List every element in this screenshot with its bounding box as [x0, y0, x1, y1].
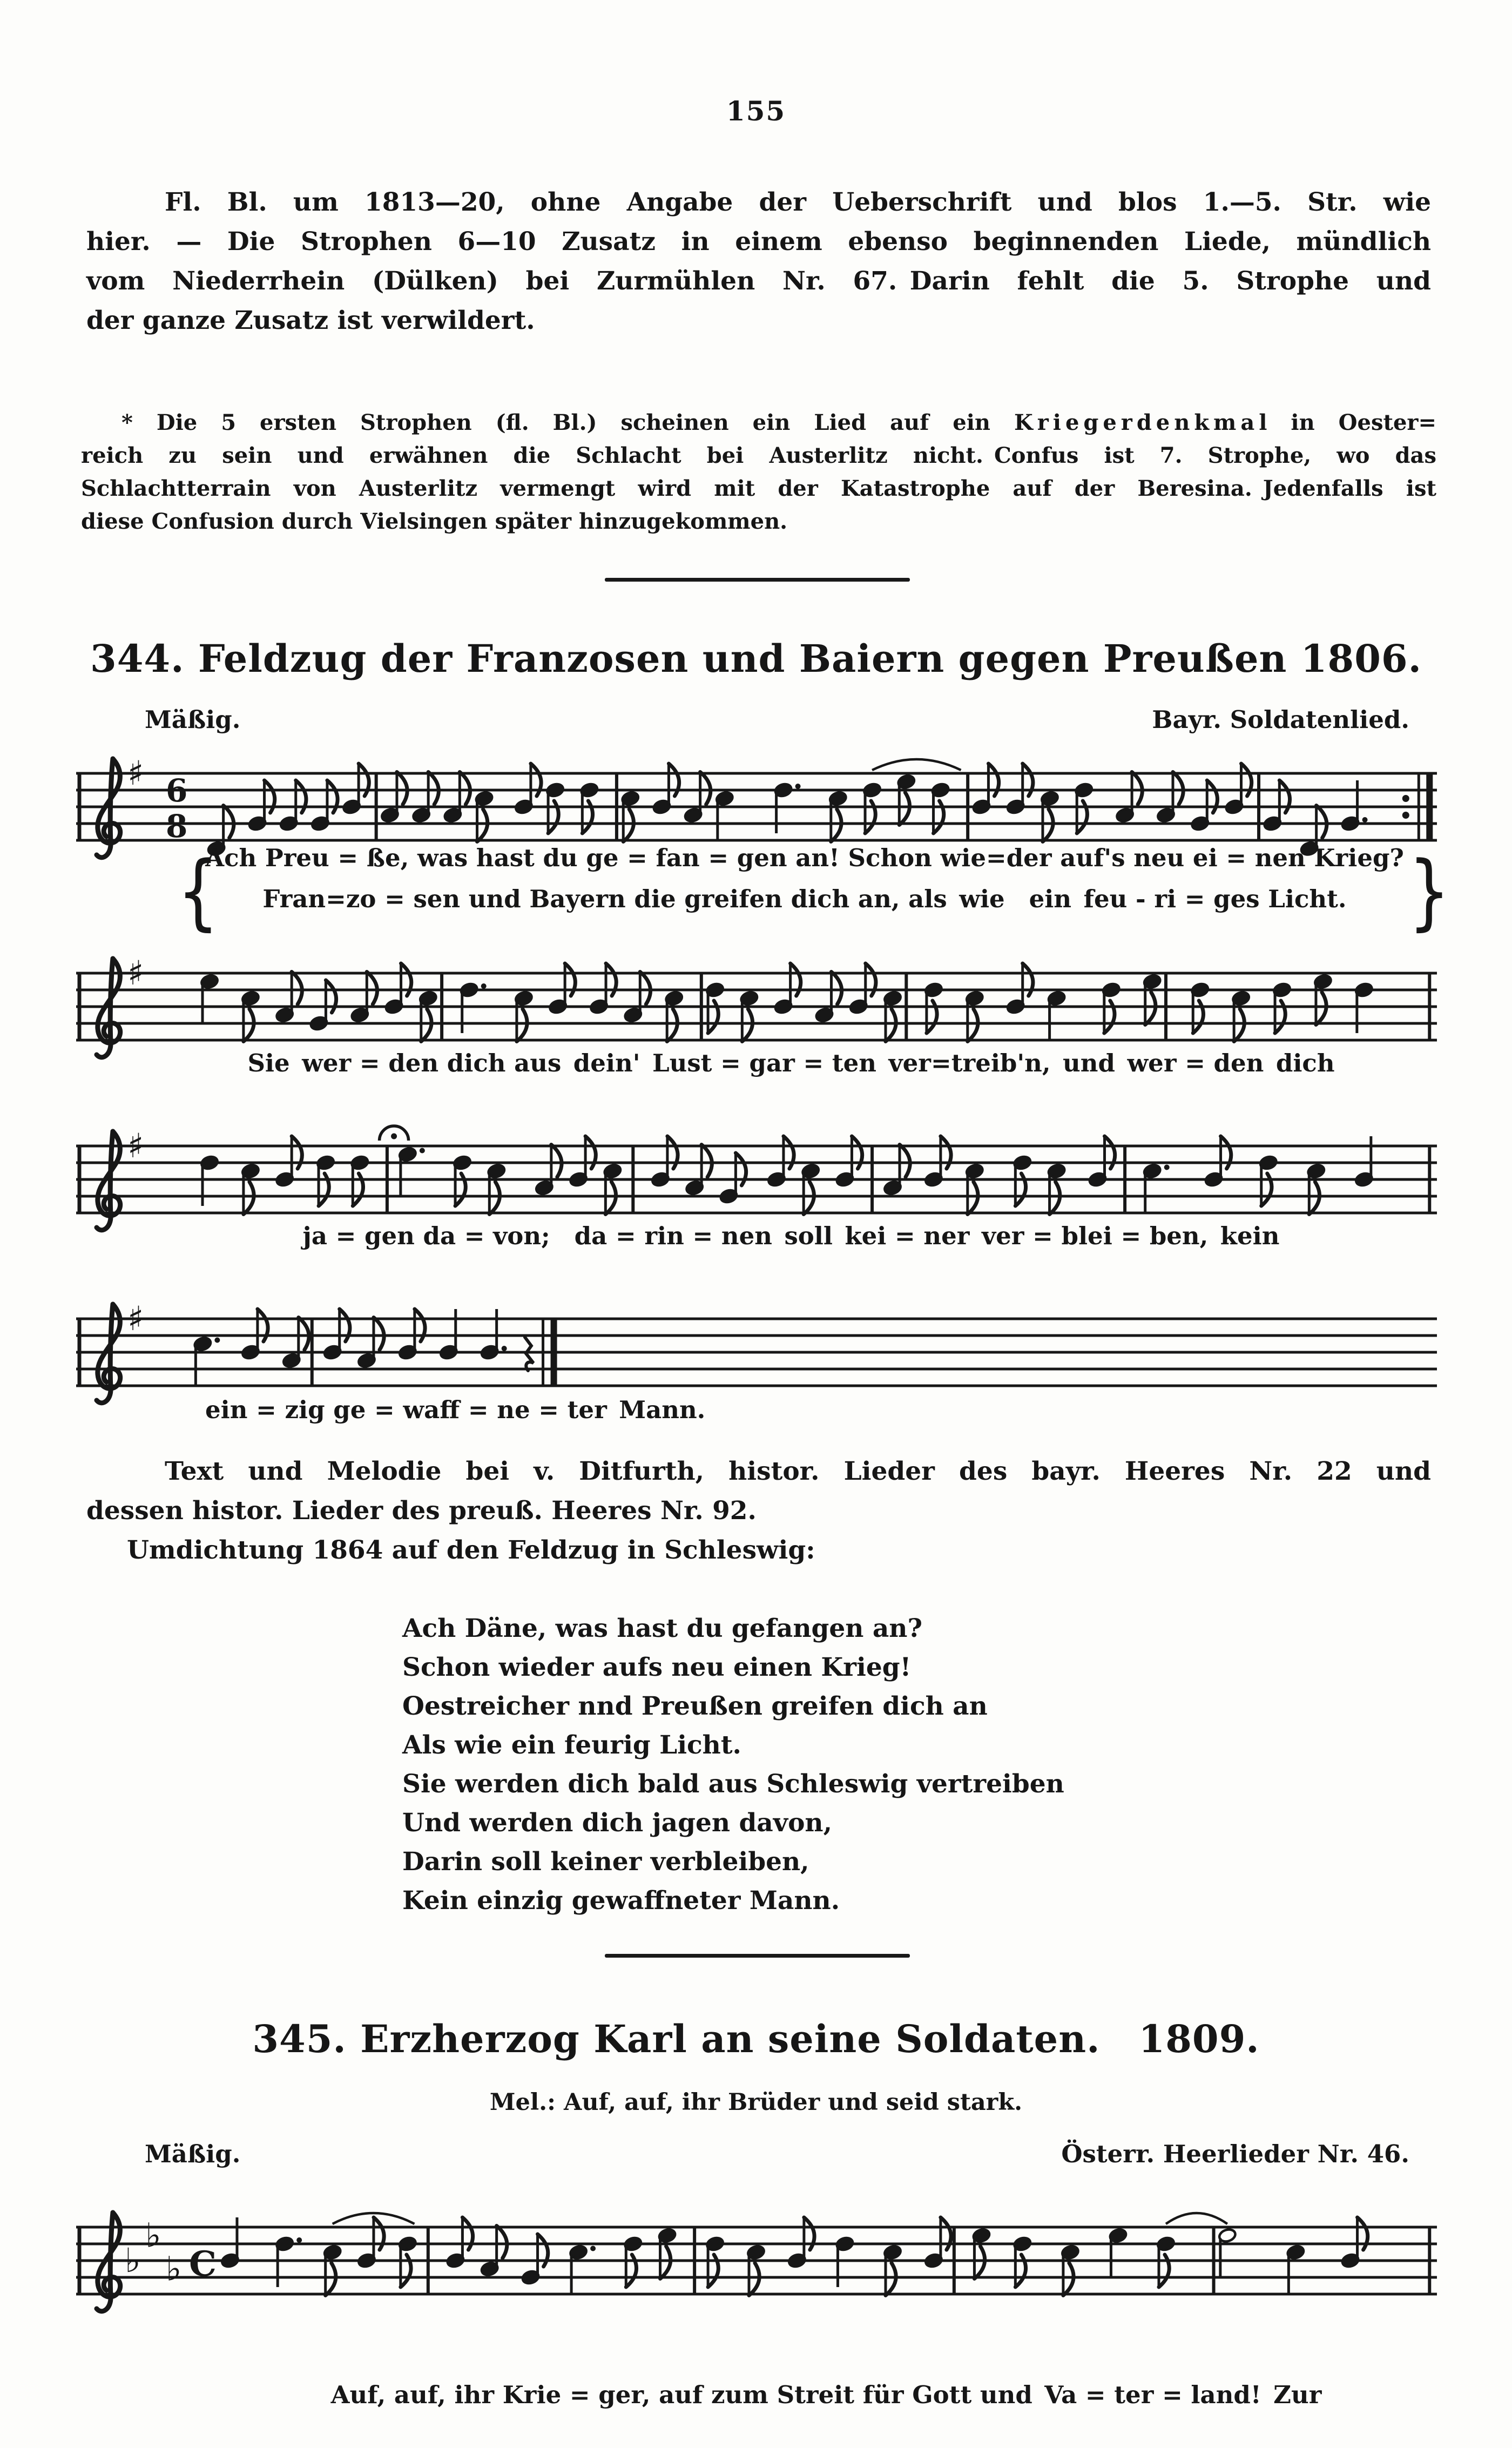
intro-line: Fl. Bl. um 1813—20, ohne Angabe der Ueberschrift und blos 1.—5. Str. wie — [165, 187, 1431, 217]
section-divider — [605, 1954, 910, 1958]
source-attribution: Bayr. Soldatenlied. — [1152, 705, 1409, 734]
svg-text:♯: ♯ — [127, 1299, 144, 1338]
music-staff-344-3 — [73, 1111, 1439, 1236]
svg-text:♯: ♯ — [127, 753, 144, 793]
svg-text:♭: ♭ — [145, 2215, 161, 2255]
poem-line: Darin soll keiner verbleiben, — [402, 1847, 809, 1877]
intro-line: der ganze Zusatz ist verwildert. — [86, 306, 535, 335]
poem-line: Schon wieder aufs neu einen Krieg! — [402, 1653, 912, 1682]
verse-brace-left: { — [177, 844, 219, 940]
melody-reference: Mel.: Auf, auf, ihr Brüder und seid stark. — [489, 2089, 1023, 2116]
poem-line: Oestreicher nnd Preußen greifen dich an — [402, 1691, 988, 1721]
svg-text:♭: ♭ — [166, 2249, 182, 2289]
poem-line: Als wie ein feurig Licht. — [402, 1730, 741, 1760]
source-note-line: Text und Melodie bei v. Ditfurth, histor. Lieder des bayr. Heeres Nr. 22 und — [165, 1456, 1431, 1486]
svg-text:6: 6 — [166, 772, 188, 809]
umdichtung-heading: Umdichtung 1864 auf den Feldzug in Schleswig: — [127, 1535, 815, 1565]
music-staff-345-1 — [73, 2193, 1439, 2317]
poem-line: Sie werden dich bald aus Schleswig vertreiben — [402, 1769, 1064, 1799]
svg-text:8: 8 — [166, 808, 188, 845]
footnote-line: Schlachtterrain von Austerlitz vermengt wird mit der Katastrophe auf der Beresina. Jedenfalls ist — [81, 476, 1436, 501]
footnote-line: reich zu sein und erwähnen die Schlacht bei Austerlitz nicht. Confus ist 7. Strophe, wo das — [81, 443, 1436, 468]
poem-umdichtung — [402, 1609, 1320, 1920]
intro-line: vom Niederrhein (Dülken) bei Zurmühlen Nr. 67. Darin fehlt die 5. Strophe und — [86, 266, 1431, 296]
source-attribution: Österr. Heerlieder Nr. 46. — [1061, 2140, 1409, 2168]
music-staff-344-4 — [73, 1284, 1439, 1408]
lyrics-line: Auf, auf, ihr Krie = ger, auf zum Streit für Gott und Va = ter = land! Zur — [330, 2380, 1322, 2409]
page-number: 155 — [726, 95, 786, 127]
lyrics-line: ja = gen da = von; da = rin = nen soll kei = ner ver = blei = ben, kein — [302, 1222, 1280, 1250]
footnote-line: * Die 5 ersten Strophen (fl. Bl.) scheinen ein Lied auf ein K r i e g e r d e n k m a l in Oester= — [122, 410, 1436, 435]
footnote-line: diese Confusion durch Vielsingen später hinzugekommen. — [81, 509, 788, 534]
svg-text:♯: ♯ — [127, 953, 144, 993]
song-345-title: 345. Erzherzog Karl an seine Soldaten. 1809. — [252, 2017, 1260, 2061]
lyrics-line-verse2: Fran=zo = sen und Bayern die greifen dich an, als wie ein feu - ri = ges Licht. — [262, 885, 1347, 913]
svg-text:♭: ♭ — [125, 2241, 141, 2280]
source-note-line: dessen histor. Lieder des preuß. Heeres Nr. 92. — [86, 1496, 757, 1526]
poem-line: Und werden dich jagen davon, — [402, 1808, 832, 1838]
music-staff-344-2 — [73, 939, 1439, 1063]
intro-paragraph — [86, 183, 1431, 340]
intro-line: hier. — Die Strophen 6—10 Zusatz in einem ebenso beginnenden Liede, mündlich — [86, 227, 1431, 257]
section-divider — [605, 578, 910, 582]
verse-brace-right: } — [1408, 844, 1450, 940]
lyrics-line-verse1: Ach Preu = ße, was hast du ge = fan = gen an! Schon wie=der auf's neu ei = nen Krieg? — [205, 844, 1404, 872]
poem-line: Kein einzig gewaffneter Mann. — [402, 1886, 840, 1916]
tempo-marking: Mäßig. — [145, 705, 241, 734]
footnote-paragraph — [81, 406, 1436, 538]
svg-text:♯: ♯ — [127, 1126, 144, 1165]
lyrics-line: Sie wer = den dich aus dein' Lust = gar = ten ver=treib'n, und wer = den dich — [247, 1049, 1335, 1077]
tempo-marking: Mäßig. — [145, 2140, 241, 2168]
svg-text:C: C — [189, 2244, 217, 2284]
song-344-title: 344. Feldzug der Franzosen und Baiern gegen Preußen 1806. — [90, 636, 1422, 681]
poem-line: Ach Däne, was hast du gefangen an? — [402, 1614, 922, 1643]
after-song-note — [86, 1452, 1431, 1570]
lyrics-line: ein = zig ge = waff = ne = ter Mann. — [205, 1395, 706, 1424]
